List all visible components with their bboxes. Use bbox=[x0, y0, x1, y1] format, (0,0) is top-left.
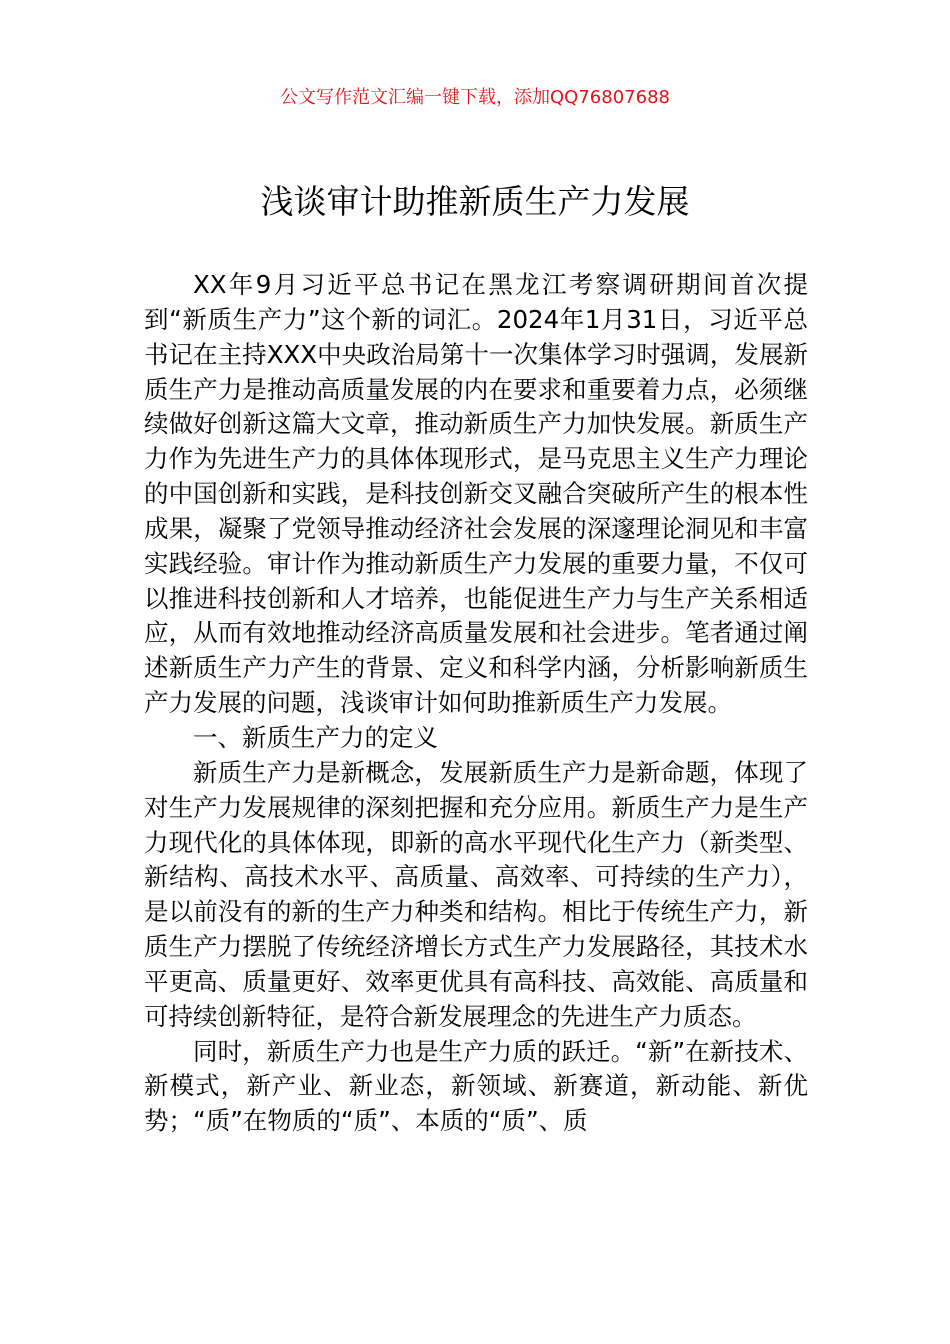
document-title: 浅谈审计助推新质生产力发展 bbox=[260, 182, 690, 221]
document-body bbox=[144, 268, 808, 1139]
paragraph-leap: 同时，新质生产力也是生产力质的跃迁。“新”在新技术、新模式，新产业、新业态，新领域、新赛道，新动能、新优势；“质”在物质的“质”、本质的“质”、质 bbox=[144, 1036, 808, 1136]
download-notice: 公文写作范文汇编一键下载，添加QQ76807688 bbox=[280, 87, 670, 108]
paragraph-definition: 新质生产力是新概念，发展新质生产力是新命题，体现了对生产力发展规律的深刻把握和充分应用。新质生产力是生产力现代化的具体体现，即新的高水平现代化生产力（新类型、新结构、高技术水平、高质量、高效率、可持续的生产力），是以前没有的新的生产力种类和结构。相比于传统生产力，新质生产力摆脱了传统经济增长方式生产力发展路径，其技术水平更高、质量更好、效率更优具有高科技、高效能、高质量和可持续创新特征，是符合新发展理念的先进生产力质态。 bbox=[144, 757, 808, 1031]
paragraph-intro: XX年9月习近平总书记在黑龙江考察调研期间首次提到“新质生产力”这个新的词汇。2024年1月31日，习近平总书记在主持XXX中央政治局第十一次集体学习时强调，发展新质生产力是推动高质量发展的内在要求和重要着力点，必须继续做好创新这篇大文章，推动新质生产力加快发展。新质生产力作为先进生产力的具体体现形式，是马克思主义生产力理论的中国创新和实践，是科技创新交叉融合突破所产生的根本性成果，凝聚了党领导推动经济社会发展的深邃理论洞见和丰富实践经验。审计作为推动新质生产力发展的重要力量，不仅可以推进科技创新和人才培养，也能促进生产力与生产关系相适应，从而有效地推动经济高质量发展和社会进步。笔者通过阐述新质生产力产生的背景、定义和科学内涵，分析影响新质生产力发展的问题，浅谈审计如何助推新质生产力发展。 bbox=[144, 270, 808, 718]
section-heading-1: 一、新质生产力的定义 bbox=[193, 722, 438, 752]
